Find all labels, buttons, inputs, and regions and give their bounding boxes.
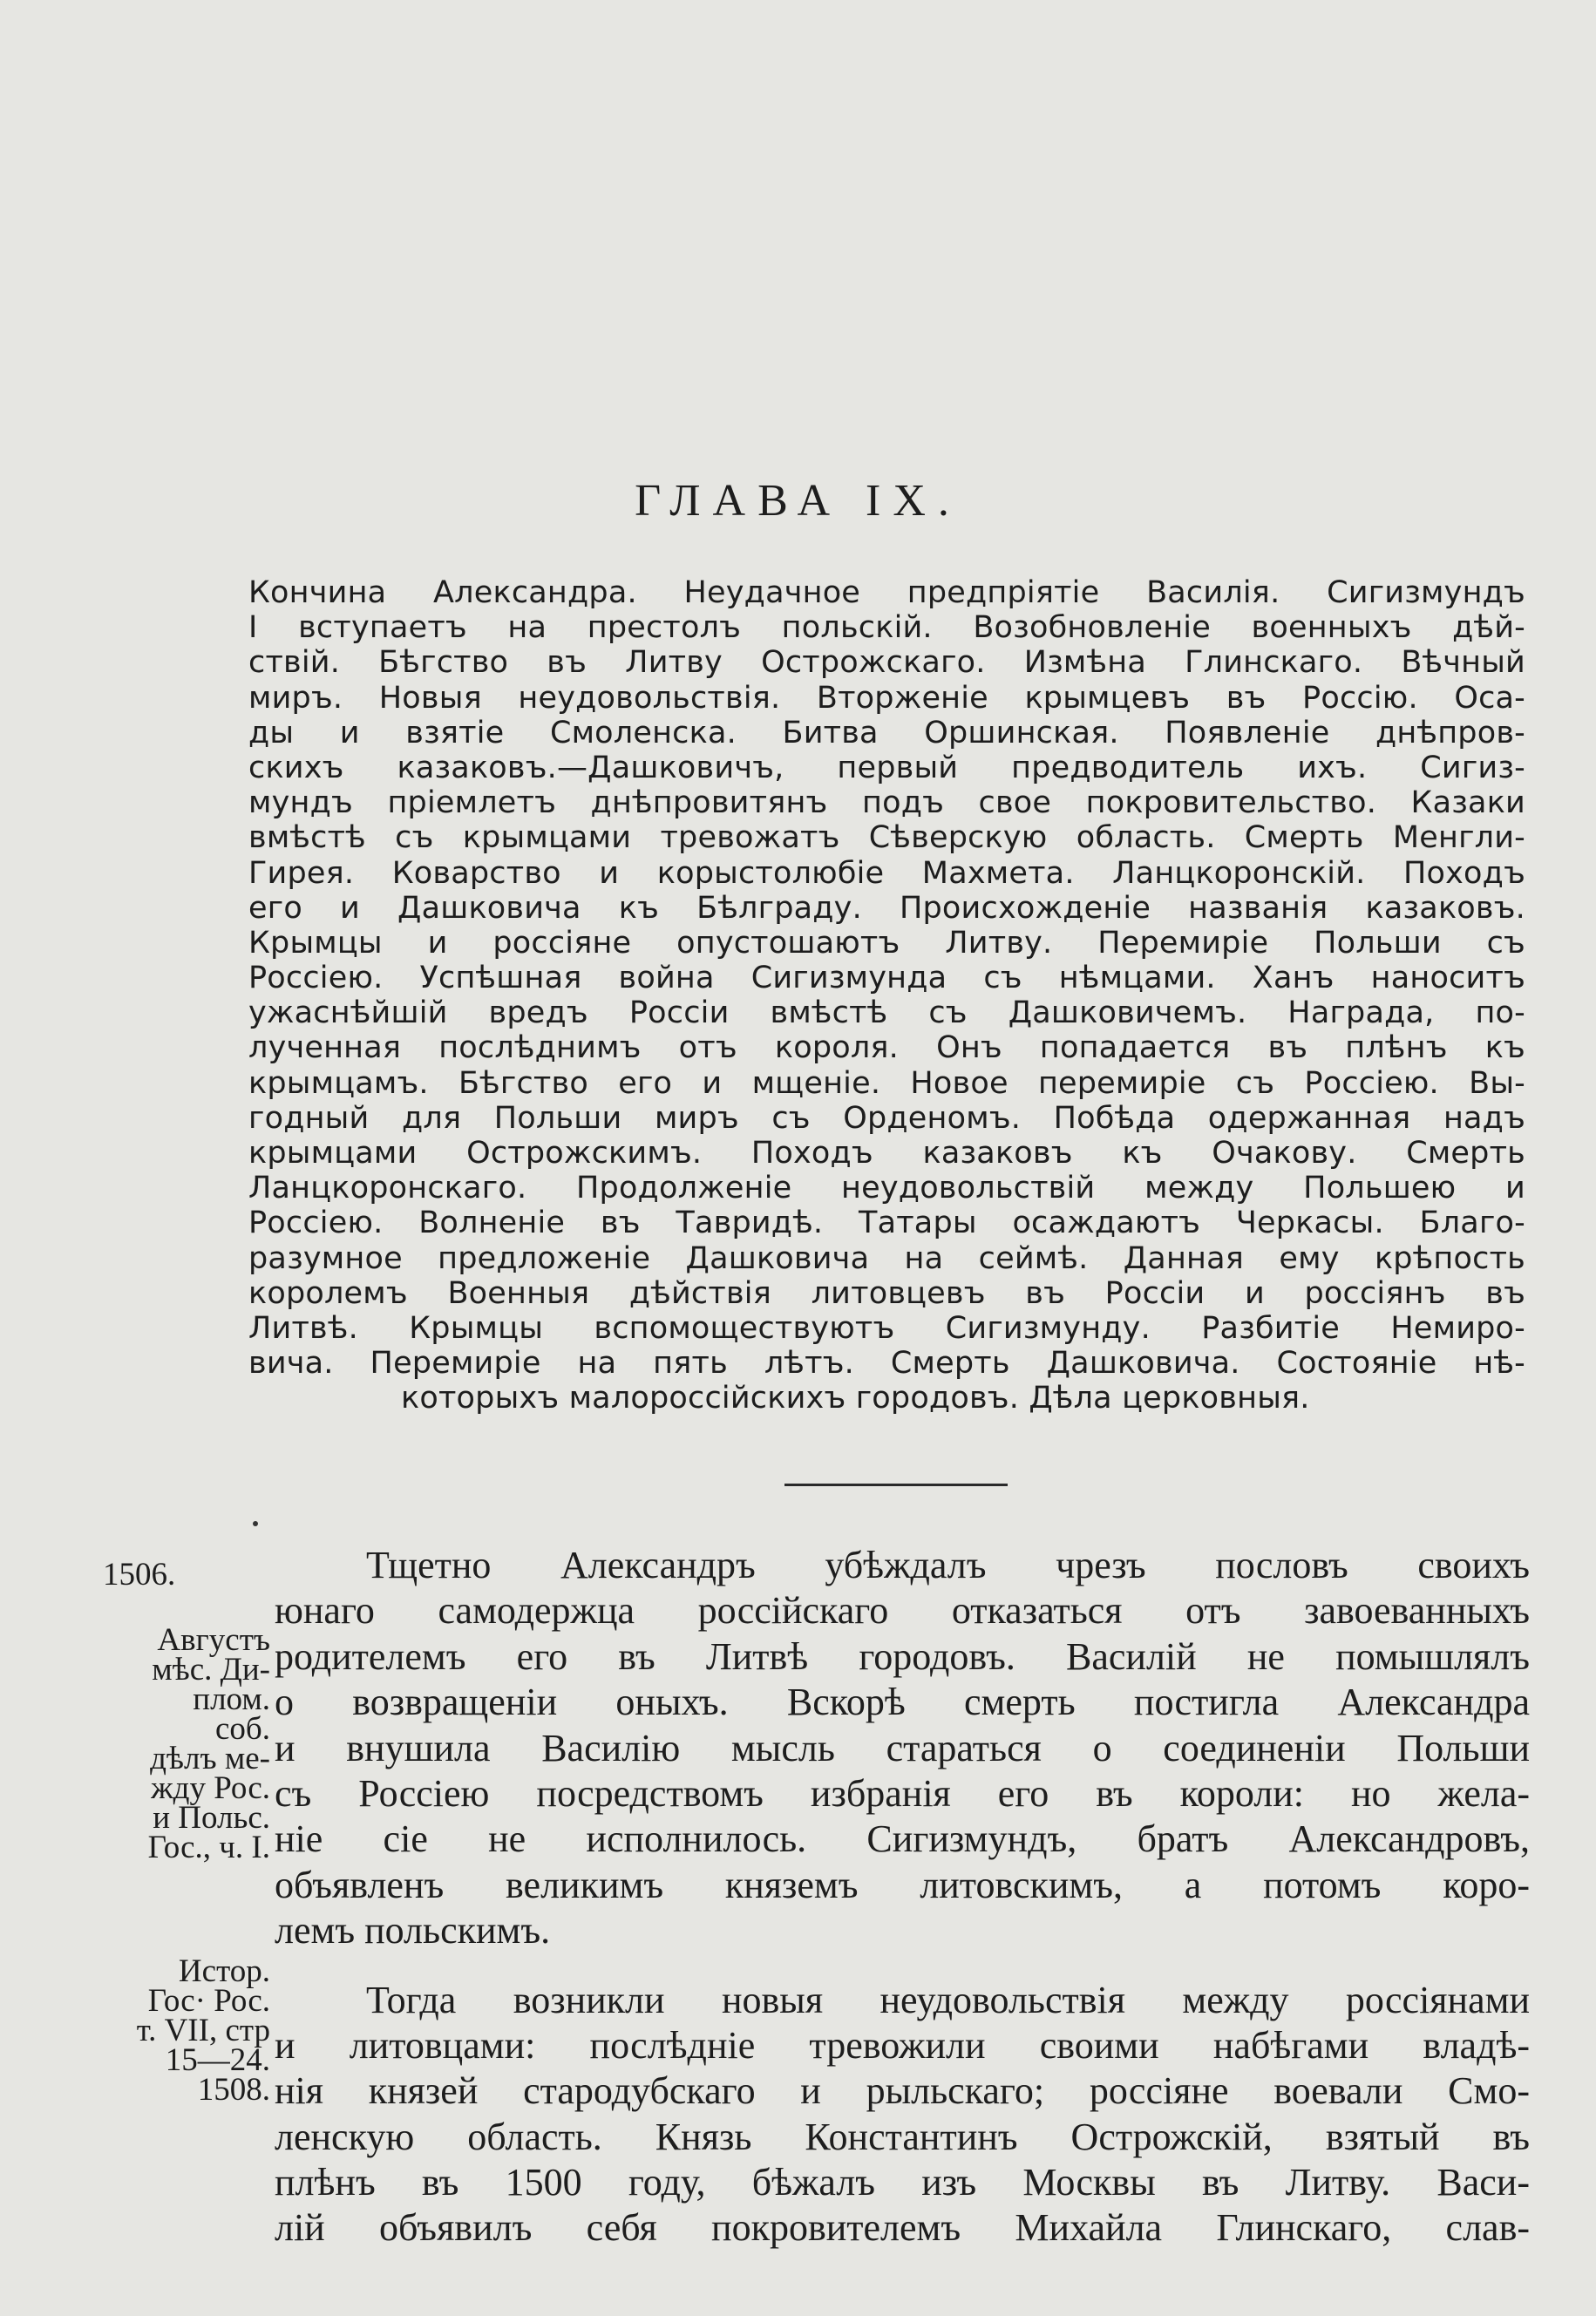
body-line: о возвращеніи оныхъ. Вскорѣ смерть постигла Александра <box>275 1681 1530 1724</box>
margin-note-line: Гос., ч. I. <box>147 1830 270 1865</box>
summary-line: Литвѣ. Крымцы вспомоществуютъ Сигизмунду. Разбитіе Немиро- <box>248 1310 1525 1346</box>
body-line: лемъ польскимъ. <box>275 1909 551 1953</box>
section-divider <box>784 1484 1008 1486</box>
summary-line: крымцами Острожскимъ. Походъ казаковъ къ Очакову. Смерть <box>248 1136 1525 1171</box>
margin-note-line: плом. <box>193 1681 270 1717</box>
summary-line: Ланцкоронскаго. Продолженіе неудовольствій между Польшею и <box>248 1171 1525 1206</box>
summary-line: вича. Перемиріе на пять лѣтъ. Смерть Дашковича. Состояніе нѣ- <box>248 1346 1525 1382</box>
paragraph-gap <box>275 1954 1530 1978</box>
body-line: Тщетно Александръ убѣждалъ чрезъ пословъ своихъ <box>366 1544 1530 1586</box>
summary-line: которыхъ малороссійскихъ городовъ. Дѣла церковныя. <box>401 1381 1310 1416</box>
margin-note-line: и Польс. <box>153 1800 270 1836</box>
body-line: лій объявилъ себя покровителемъ Михайла Глинскаго, слав- <box>275 2206 1530 2250</box>
summary-line: Гирея. Коварство и корыстолюбіе Махмета. Ланцкоронскій. Походъ <box>248 855 1525 891</box>
body-line: ленскую область. Князь Константинъ Острожскій, взятый въ <box>275 2115 1530 2158</box>
margin-note-line: 1508. <box>197 2072 270 2108</box>
summary-line: вмѣстѣ съ крымцами тревожатъ Сѣверскую область. Смерть Менгли- <box>248 820 1525 856</box>
summary-line: разумное предложеніе Дашковича на сеймѣ. Данная ему крѣпость <box>248 1240 1525 1276</box>
body-line: Тогда возникли новыя неудовольствія между россіянами <box>366 1978 1530 2021</box>
margin-note-line: мѣс. Ди- <box>152 1652 270 1688</box>
summary-line: Россіею. Волненіе въ Тавридѣ. Татары осаждаютъ Черкасы. Благо- <box>248 1206 1525 1241</box>
summary-line: I вступаетъ на престолъ польскій. Возобновленіе военныхъ дѣй- <box>248 610 1525 646</box>
margin-note-source-2 <box>96 1953 270 2108</box>
margin-note-line: соб. <box>215 1711 270 1747</box>
margin-note-line: Августъ <box>157 1622 270 1658</box>
margin-note-line: жду Рос. <box>151 1770 270 1806</box>
margin-note-line: дѣлъ ме- <box>150 1741 270 1776</box>
summary-line: Крымцы и россіяне опустошаютъ Литву. Перемиріе Польши съ <box>248 925 1525 961</box>
margin-note-line: т. VII, стр <box>136 2013 270 2048</box>
ink-dot <box>253 1521 258 1526</box>
summary-line: Кончина Александра. Неудачное предпріятіе Василія. Сигизмундъ <box>248 575 1525 610</box>
summary-line: скихъ казаковъ.—Дашковичъ, первый предводитель ихъ. Сигиз- <box>248 750 1525 785</box>
body-line: объявленъ великимъ княземъ литовскимъ, а потомъ коро- <box>275 1863 1530 1906</box>
summary-line: мундъ пріемлетъ днѣпровитянъ подъ свое покровительство. Казаки <box>248 785 1525 821</box>
margin-note-source-1 <box>96 1622 270 1865</box>
body-text <box>275 1543 1530 2251</box>
summary-line: ужаснѣйшій вредъ Россіи вмѣстѣ съ Дашковичемъ. Награда, по- <box>248 995 1525 1031</box>
body-line: юнаго самодержца россійскаго отказаться отъ завоеванныхъ <box>275 1589 1530 1633</box>
body-line: и литовцами: послѣдніе тревожили своими набѣгами владѣ- <box>275 2023 1530 2067</box>
summary-line: миръ. Новыя неудовольствія. Вторженіе крымцевъ въ Россію. Оса- <box>248 680 1525 716</box>
chapter-title: ГЛАВА IX. <box>635 476 961 526</box>
margin-note-line: Гос· Рос. <box>147 1983 270 2019</box>
chapter-summary <box>248 575 1525 1416</box>
margin-year-1506 <box>103 1557 277 1593</box>
summary-line: крымцамъ. Бѣгство его и мщеніе. Новое перемиріе съ Россіею. Вы- <box>248 1065 1525 1101</box>
body-line: плѣнъ въ 1500 году, бѣжалъ изъ Москвы въ Литву. Васи- <box>275 2161 1530 2204</box>
body-line: нія князей стародубскаго и рыльскаго; россіяне воевали Смо- <box>275 2069 1530 2113</box>
body-line: родителемъ его въ Литвѣ городовъ. Василій не помышлялъ <box>275 1634 1530 1678</box>
summary-line: ствій. Бѣгство въ Литву Острожскаго. Измѣна Глинскаго. Вѣчный <box>248 645 1525 681</box>
body-line: ніе сіе не исполнилось. Сигизмундъ, братъ Александровъ, <box>275 1817 1530 1861</box>
summary-line: лученная послѣднимъ отъ короля. Онъ попадается въ плѣнъ къ <box>248 1030 1525 1066</box>
summary-line: ды и взятіе Смоленска. Битва Оршинская. Появленіе днѣпров- <box>248 715 1525 750</box>
summary-line: годный для Польши миръ съ Орденомъ. Побѣда одержанная надъ <box>248 1100 1525 1136</box>
margin-note-line: Истор. <box>178 1953 270 1989</box>
body-line: и внушила Василію мысль стараться о соединеніи Польши <box>275 1726 1530 1769</box>
body-line: съ Россіею посредствомъ избранія его въ короли: но жела- <box>275 1771 1530 1815</box>
summary-line: королемъ Военныя дѣйствія литовцевъ въ Россіи и россіянъ въ <box>248 1275 1525 1311</box>
summary-line: его и Дашковича къ Бѣлграду. Происхожденіе названія казаковъ. <box>248 890 1525 926</box>
margin-note-line: 1506. <box>103 1557 176 1593</box>
summary-line: Россіею. Успѣшная война Сигизмунда съ нѣмцами. Ханъ наноситъ <box>248 961 1525 996</box>
margin-note-line: 15—24. <box>165 2042 270 2078</box>
